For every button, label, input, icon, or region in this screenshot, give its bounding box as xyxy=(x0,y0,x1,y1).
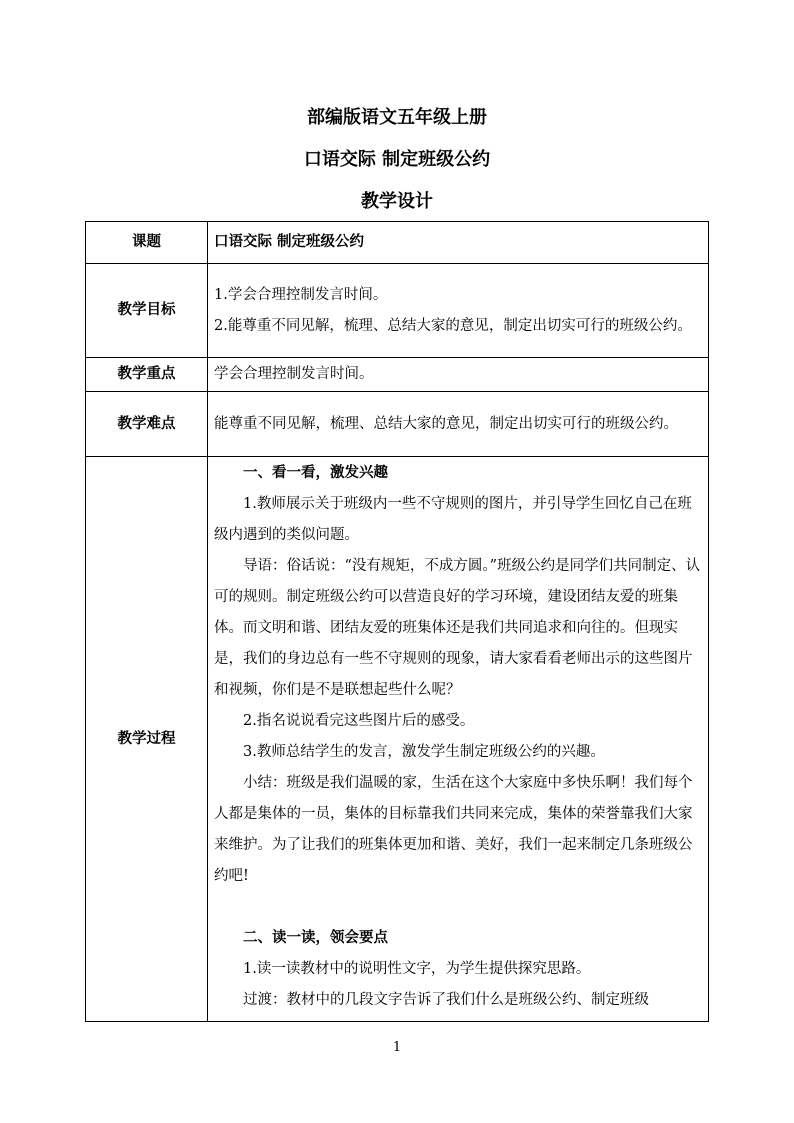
key-point-value: 学会合理控制发言时间。 xyxy=(208,358,709,392)
page-number: 1 xyxy=(392,1040,402,1055)
process-content xyxy=(208,457,709,1022)
goals-content xyxy=(208,264,709,358)
spacer xyxy=(214,892,702,923)
paragraph: 导语：俗话说：“没有规矩，不成方圆。”班级公约是同学们共同制定、认可的规则。制定班级公约可以营造良好的学习环境，建设团结友爱的班集体。而文明和谐、团结友爱的班集体还是我们共同追求和向往的。但现实是，我们的身边总有一些不守规则的现象，请大家看看老师出示的这些图片和视频，你们是不是联想起些什么呢？ xyxy=(214,558,701,698)
paragraph: 2.指名说说看完这些图片后的感受。 xyxy=(243,713,475,729)
process-label: 教学过程 xyxy=(86,457,208,1022)
lesson-plan-table xyxy=(85,221,709,1022)
goals-label: 教学目标 xyxy=(86,264,208,358)
document-subtitle: 教学设计 xyxy=(361,191,433,212)
goal-item: 2.能尊重不同见解，梳理、总结大家的意见，制定出切实可行的班级公约。 xyxy=(214,317,692,334)
paragraph: 1.教师展示关于班级内一些不守规则的图片，并引导学生回忆自己在班级内遇到的类似问题。 xyxy=(214,496,692,543)
lesson-title: 口语交际 制定班级公约 xyxy=(303,149,491,170)
section-heading: 一、看一看，激发兴趣 xyxy=(243,465,388,481)
document-title: 部编版语文五年级上册 xyxy=(307,107,487,128)
section-heading: 二、读一读，领会要点 xyxy=(243,930,388,946)
table-row-difficulty xyxy=(86,392,709,457)
goal-item: 1.学会合理控制发言时间。 xyxy=(214,286,388,303)
paragraph: 过渡：教材中的几段文字告诉了我们什么是班级公约、制定班级 xyxy=(243,992,649,1008)
paragraph: 小结：班级是我们温暖的家，生活在这个大家庭中多快乐啊！我们每个人都是集体的一员，集体的目标靠我们共同来完成，集体的荣誉靠我们大家来维护。为了让我们的班集体更加和谐、美好，我们一起来制定几条班级公约吧! xyxy=(214,775,693,884)
paragraph: 1.读一读教材中的说明性文字，为学生提供探究思路。 xyxy=(243,961,591,977)
table-row-goals xyxy=(86,264,709,358)
table-row-process xyxy=(86,457,709,1022)
table-row-topic xyxy=(86,222,709,264)
difficulty-value: 能尊重不同见解，梳理、总结大家的意见，制定出切实可行的班级公约。 xyxy=(208,392,709,457)
topic-value: 口语交际 制定班级公约 xyxy=(208,222,709,264)
topic-label: 课题 xyxy=(86,222,208,264)
key-point-label: 教学重点 xyxy=(86,358,208,392)
difficulty-label: 教学难点 xyxy=(86,392,208,457)
paragraph: 3.教师总结学生的发言，激发学生制定班级公约的兴趣。 xyxy=(243,744,605,760)
table-row-key-point xyxy=(86,358,709,392)
